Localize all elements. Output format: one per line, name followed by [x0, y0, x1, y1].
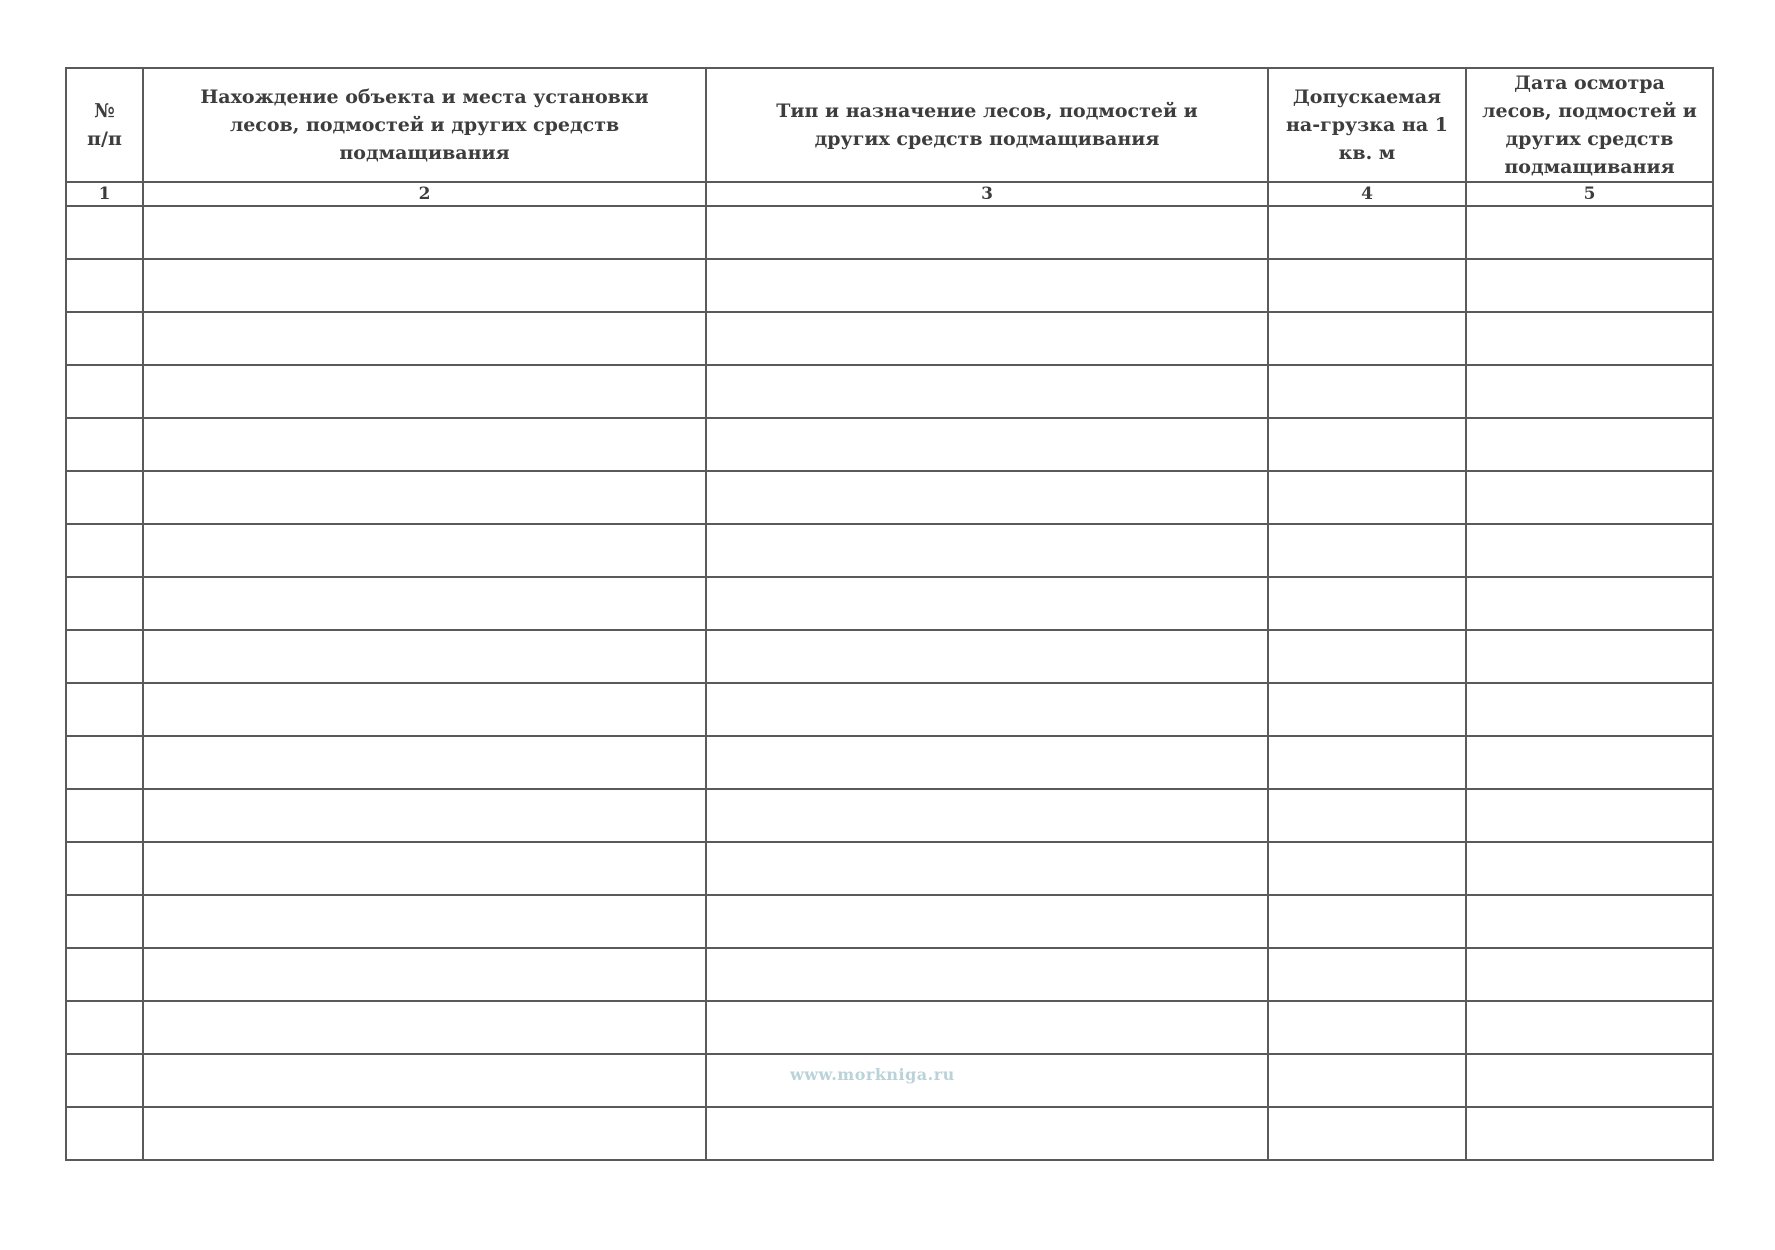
table-cell[interactable]: [1268, 630, 1466, 683]
table-row: [66, 789, 1713, 842]
table-cell[interactable]: [66, 842, 143, 895]
table-cell[interactable]: [1268, 524, 1466, 577]
header-object-location: Нахождение объекта и места установки лесов, подмостей и других средств подмащивания: [143, 68, 706, 182]
table-cell[interactable]: [706, 630, 1268, 683]
table-cell[interactable]: [706, 365, 1268, 418]
table-cell[interactable]: [1268, 312, 1466, 365]
table-cell[interactable]: [706, 683, 1268, 736]
table-cell[interactable]: [706, 524, 1268, 577]
table-cell[interactable]: [706, 1107, 1268, 1160]
table-row: [66, 683, 1713, 736]
table-cell[interactable]: [1466, 365, 1713, 418]
table-cell[interactable]: [706, 842, 1268, 895]
table-cell[interactable]: [66, 577, 143, 630]
table-cell[interactable]: [143, 1001, 706, 1054]
table-row: [66, 1001, 1713, 1054]
table-cell[interactable]: [1466, 577, 1713, 630]
table-cell[interactable]: [1466, 524, 1713, 577]
column-number-1: 1: [66, 182, 143, 206]
table-cell[interactable]: [706, 312, 1268, 365]
header-allowed-load: Допускаемая на-грузка на 1 кв. м: [1268, 68, 1466, 182]
table-cell[interactable]: [1466, 895, 1713, 948]
header-inspection-date: Дата осмотра лесов, подмостей и других средств подмащивания: [1466, 68, 1713, 182]
table-cell[interactable]: [143, 312, 706, 365]
table-cell[interactable]: [143, 630, 706, 683]
table-cell[interactable]: [66, 312, 143, 365]
table-cell[interactable]: [143, 259, 706, 312]
table-cell[interactable]: [706, 418, 1268, 471]
column-number-5: 5: [1466, 182, 1713, 206]
table-row: [66, 948, 1713, 1001]
table-cell[interactable]: [66, 259, 143, 312]
column-number-4: 4: [1268, 182, 1466, 206]
table-cell[interactable]: [143, 683, 706, 736]
table-row: [66, 206, 1713, 259]
table-cell[interactable]: [143, 1054, 706, 1107]
table-cell[interactable]: [706, 1001, 1268, 1054]
table-cell[interactable]: [143, 418, 706, 471]
table-cell[interactable]: [1466, 842, 1713, 895]
table-cell[interactable]: [1268, 471, 1466, 524]
table-cell[interactable]: [706, 206, 1268, 259]
table-row: [66, 842, 1713, 895]
table-row: [66, 577, 1713, 630]
table-cell[interactable]: [1268, 1107, 1466, 1160]
table-cell[interactable]: [1268, 948, 1466, 1001]
table-cell[interactable]: [143, 524, 706, 577]
watermark: www.morkniga.ru: [790, 1065, 955, 1084]
table-row: [66, 630, 1713, 683]
table-cell[interactable]: [1268, 365, 1466, 418]
table-cell[interactable]: [706, 577, 1268, 630]
table-cell[interactable]: [143, 577, 706, 630]
table-cell[interactable]: [143, 842, 706, 895]
table-cell[interactable]: [66, 365, 143, 418]
table-cell[interactable]: [1466, 259, 1713, 312]
table-cell[interactable]: [706, 259, 1268, 312]
table-cell[interactable]: [66, 630, 143, 683]
table-cell[interactable]: [143, 948, 706, 1001]
table-cell[interactable]: [1268, 259, 1466, 312]
header-row: [66, 68, 1713, 182]
table-cell[interactable]: [1466, 206, 1713, 259]
table-cell[interactable]: [1268, 206, 1466, 259]
table-cell[interactable]: [66, 683, 143, 736]
table-cell[interactable]: [66, 948, 143, 1001]
table-cell[interactable]: [66, 895, 143, 948]
table-row: [66, 524, 1713, 577]
table-cell[interactable]: [66, 736, 143, 789]
table-cell[interactable]: [66, 789, 143, 842]
table-cell[interactable]: [1466, 1054, 1713, 1107]
table-cell[interactable]: [66, 418, 143, 471]
table-cell[interactable]: [1268, 895, 1466, 948]
table-row: [66, 471, 1713, 524]
table-cell[interactable]: [706, 471, 1268, 524]
table-cell[interactable]: [1268, 1001, 1466, 1054]
table-cell[interactable]: [706, 895, 1268, 948]
table-cell[interactable]: [66, 471, 143, 524]
table-cell[interactable]: [1466, 948, 1713, 1001]
table-cell[interactable]: [1466, 418, 1713, 471]
header-number: № п/п: [66, 68, 143, 182]
table-row: [66, 259, 1713, 312]
table-cell[interactable]: [1268, 577, 1466, 630]
table-cell[interactable]: [143, 1107, 706, 1160]
table-cell[interactable]: [1466, 312, 1713, 365]
table-cell[interactable]: [143, 471, 706, 524]
table-cell[interactable]: [66, 1001, 143, 1054]
table-cell[interactable]: [1466, 683, 1713, 736]
table-cell[interactable]: [66, 1107, 143, 1160]
table-row: [66, 736, 1713, 789]
table-cell[interactable]: [1466, 736, 1713, 789]
table-cell[interactable]: [706, 789, 1268, 842]
table-cell[interactable]: [143, 736, 706, 789]
table-cell[interactable]: [1268, 418, 1466, 471]
table-cell[interactable]: [1268, 683, 1466, 736]
table-row: [66, 418, 1713, 471]
table-cell[interactable]: [1466, 1001, 1713, 1054]
table-cell[interactable]: [1268, 789, 1466, 842]
table-cell[interactable]: [1466, 471, 1713, 524]
table-row: [66, 895, 1713, 948]
table-cell[interactable]: [1466, 1107, 1713, 1160]
table-cell[interactable]: [706, 736, 1268, 789]
table-cell[interactable]: [706, 948, 1268, 1001]
table-cell[interactable]: [1268, 842, 1466, 895]
table-cell[interactable]: [66, 206, 143, 259]
table-cell[interactable]: [143, 895, 706, 948]
table-row: [66, 312, 1713, 365]
table-cell[interactable]: [66, 524, 143, 577]
column-number-2: 2: [143, 182, 706, 206]
header-type-purpose: Тип и назначение лесов, подмостей и других средств подмащивания: [706, 68, 1268, 182]
column-number-row: [66, 182, 1713, 206]
table-cell[interactable]: [143, 365, 706, 418]
table-cell[interactable]: [1268, 1054, 1466, 1107]
table-row: [66, 365, 1713, 418]
table-row: [66, 1107, 1713, 1160]
journal-table: [65, 67, 1714, 1161]
table-cell[interactable]: [1466, 789, 1713, 842]
column-number-3: 3: [706, 182, 1268, 206]
table-cell[interactable]: [143, 206, 706, 259]
table-cell[interactable]: [66, 1054, 143, 1107]
table-cell[interactable]: [1268, 736, 1466, 789]
table-cell[interactable]: [1466, 630, 1713, 683]
table-cell[interactable]: [143, 789, 706, 842]
